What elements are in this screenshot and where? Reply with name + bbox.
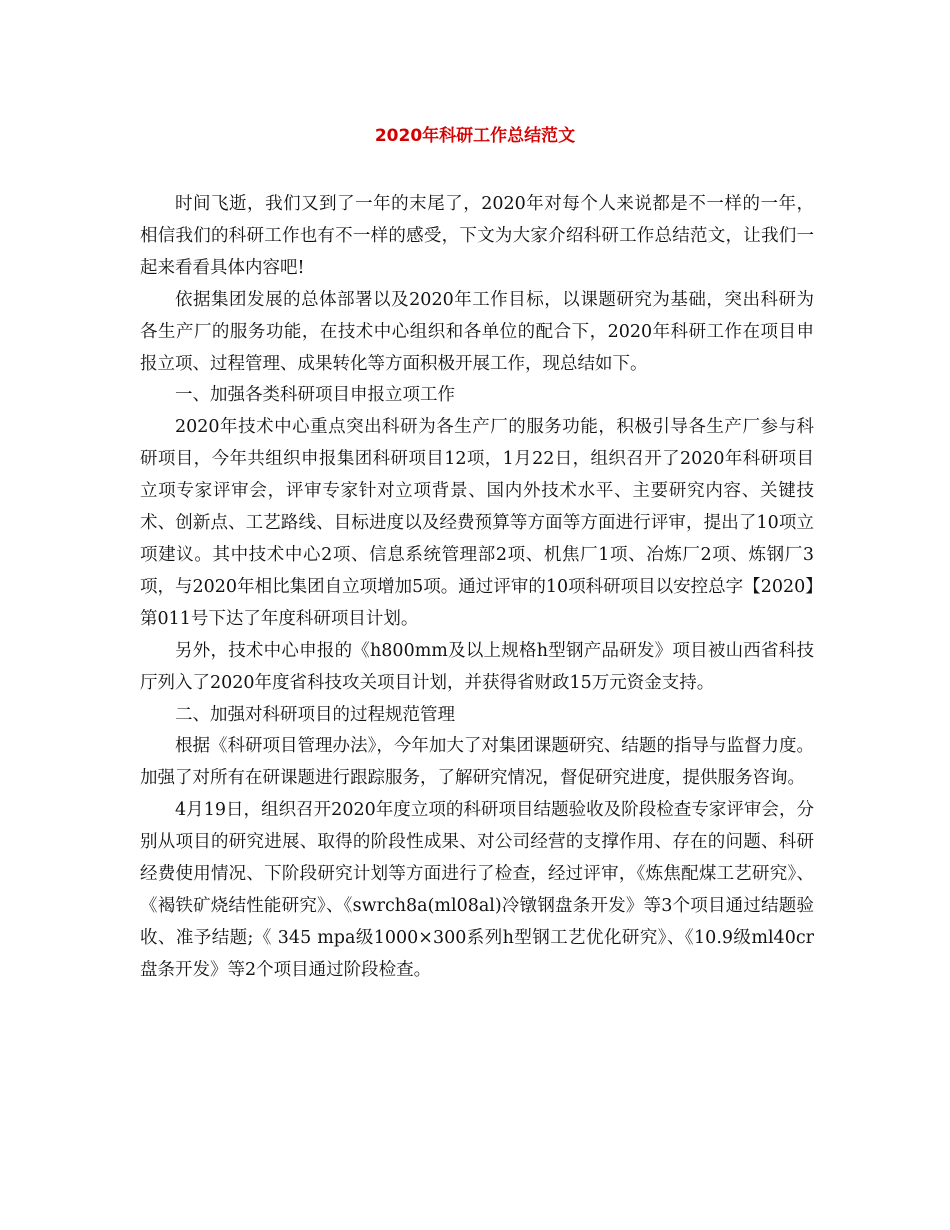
section-heading-1: 一、加强各类科研项目申报立项工作 (175, 385, 455, 406)
paragraph-overview: 依据集团发展的总体部署以及2020年工作目标，以课题研究为基础，突出科研为各生产厂的服务功能，在技术中心组织和各单位的配合下，2020年科研工作在项目申报立项、过程管理、成果转化等方面积极开展工作，现总结如下。 (140, 289, 814, 374)
paragraph-acceptance-review: 4月19日，组织召开2020年度立项的科研项目结题验收及阶段检查专家评审会，分别从项目的研究进展、取得的阶段性成果、对公司经营的支撑作用、存在的问题、科研经费使用情况、下阶段研究计划等方面进行了检查，经过评审，《炼焦配煤工艺研究》、《褐铁矿烧结性能研究》、《swrch8a(ml08al)冷镦钢盘条开发》等3个项目通过结题验收、准予结题;《 345 mpa级1000×300系列h型钢工艺优化研究》、《10.9级ml40cr盘条开发》等2个项目通过阶段检查。 (140, 800, 814, 980)
section-heading-2: 二、加强对科研项目的过程规范管理 (175, 704, 455, 725)
paragraph-provincial-project: 另外，技术中心申报的《h800mm及以上规格h型钢产品研发》项目被山西省科技厅列入了2020年度省科技攻关项目计划，并获得省财政15万元资金支持。 (140, 640, 814, 693)
paragraph-intro: 时间飞逝，我们又到了一年的末尾了，2020年对每个人来说都是不一样的一年，相信我们的科研工作也有不一样的感受，下文为大家介绍科研工作总结范文，让我们一起来看看具体内容吧! (140, 194, 814, 278)
document-title: 2020年科研工作总结范文 (374, 126, 576, 146)
document-body (140, 189, 814, 987)
paragraph-project-application: 2020年技术中心重点突出科研为各生产厂的服务功能，积极引导各生产厂参与科研项目，今年共组织申报集团科研项目12项，1月22日，组织召开了2020年科研项目立项专家评审会，评审专家针对立项背景、国内外技术水平、主要研究内容、关键技术、创新点、工艺路线、目标进度以及经费预算等方面等方面进行评审，提出了10项立项建议。其中技术中心2项、信息系统管理部2项、机焦厂1项、冶炼厂2项、炼钢厂3项，与2020年相比集团自立项增加5项。通过评审的10项科研项目以安控总字【2020】第011号下达了年度科研项目计划。 (140, 417, 814, 629)
paragraph-management-rules: 根据《科研项目管理办法》，今年加大了对集团课题研究、结题的指导与监督力度。加强了对所有在研课题进行跟踪服务，了解研究情况，督促研究进度，提供服务咨询。 (140, 736, 814, 789)
